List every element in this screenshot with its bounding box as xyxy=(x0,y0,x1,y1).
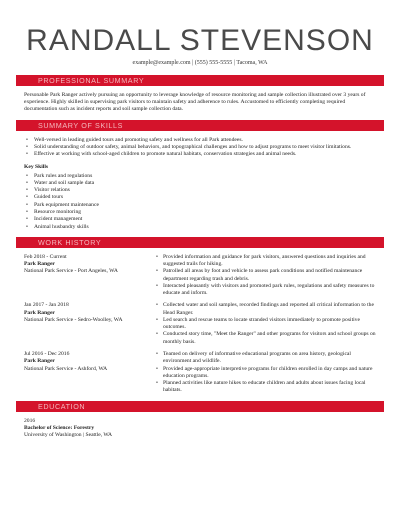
section-header-skills: SUMMARY OF SKILLS xyxy=(16,120,384,131)
job-employer: National Park Service - Ashford, WA xyxy=(24,365,108,372)
list-item: • Resource monitoring xyxy=(24,209,376,216)
job-title: Park Ranger xyxy=(24,309,55,316)
section-header-work: WORK HISTORY xyxy=(16,237,384,248)
skills-summary-list xyxy=(24,137,376,159)
education-year: 2016 xyxy=(24,417,36,424)
list-item: • Park equipment maintenance xyxy=(24,202,376,209)
list-item: • Solid understanding of outdoor safety, animal behaviors, and topographical challenges and how to adjust programs to meet visitor limitations. xyxy=(24,144,376,151)
list-item: • Effective at working with school-aged children to promote natural habitats, conservation strategies and animal needs. xyxy=(24,151,376,158)
education-entry xyxy=(0,418,400,440)
job-dates: Jul 2016 - Dec 2016 xyxy=(24,350,70,357)
job-entry xyxy=(24,254,376,298)
list-item: • Collected water and soil samples, recorded findings and reported all critical information to the Head Ranger. xyxy=(154,302,376,317)
list-item: • Teamed on delivery of informative educational programs on area history, geological environment and wildlife. xyxy=(154,351,376,366)
contact-line: example@example.com | (555) 555-5555 | Tacoma, WA xyxy=(132,60,268,66)
list-item: • Provided information and guidance for park visitors, answered questions and inquiries and suggested trails for hiking. xyxy=(154,254,376,269)
job-bullets xyxy=(154,254,376,298)
summary-paragraph: Personable Park Ranger actively pursuing an opportunity to leverage knowledge of resource monitoring and sample collection illustrated over 3 years of experience. Highly skilled in supervising park visitors to maintain safety and adherence to rules. Accustomed to efficiently completing required documentation such as incident reports and soil sample collection data. xyxy=(24,91,366,113)
job-entry xyxy=(24,351,376,395)
job-bullets xyxy=(154,351,376,395)
list-item: • Visitor relations xyxy=(24,187,376,194)
job-employer: National Park Service - Sedro-Woolley, WA xyxy=(24,316,123,323)
key-skills-title: Key Skills xyxy=(24,164,49,171)
list-item: • Park rules and regulations xyxy=(24,173,376,180)
list-item: • Guided tours xyxy=(24,194,376,201)
list-item: • Interacted pleasantly with visitors and promoted park rules, regulations and safety measures to educate and inform. xyxy=(154,283,376,298)
job-title: Park Ranger xyxy=(24,358,55,365)
list-item: • Planned activities like nature hikes to educate children and adults about issues facing local habitats. xyxy=(154,380,376,395)
list-item: • Well-versed in leading guided tours and promoting safety and wellness for all Park attendees. xyxy=(24,137,376,144)
education-school: University of Washington | Seattle, WA xyxy=(24,432,113,439)
job-entry xyxy=(24,302,376,346)
job-title: Park Ranger xyxy=(24,261,55,268)
job-employer: National Park Service - Port Angeles, WA xyxy=(24,268,118,275)
list-item: • Provided age-appropriate interpretive programs for children enrolled in day camps and nature education programs. xyxy=(154,366,376,381)
job-dates: Jan 2017 - Jan 2018 xyxy=(24,302,69,309)
section-header-summary: PROFESSIONAL SUMMARY xyxy=(16,75,384,86)
key-skills-list xyxy=(24,173,376,231)
education-degree: Bachelor of Science: Forestry xyxy=(24,424,95,431)
list-item: • Animal husbandry skills xyxy=(24,224,376,231)
job-dates: Feb 2018 - Current xyxy=(24,253,67,260)
list-item: • Patrolled all areas by foot and vehicle to assess park conditions and notified maintenance department regarding trash and debris. xyxy=(154,268,376,283)
candidate-name: RANDALL STEVENSON xyxy=(26,24,374,57)
list-item: • Led search and rescue teams to locate stranded visitors immediately to promote positive outcomes. xyxy=(154,317,376,332)
list-item: • Conducted story time, "Meet the Ranger" and other programs for visitors and school groups on monthly basis. xyxy=(154,331,376,346)
job-bullets xyxy=(154,302,376,346)
section-header-education: EDUCATION xyxy=(16,401,384,412)
list-item: • Incident management xyxy=(24,216,376,223)
list-item: • Water and soil sample data xyxy=(24,180,376,187)
